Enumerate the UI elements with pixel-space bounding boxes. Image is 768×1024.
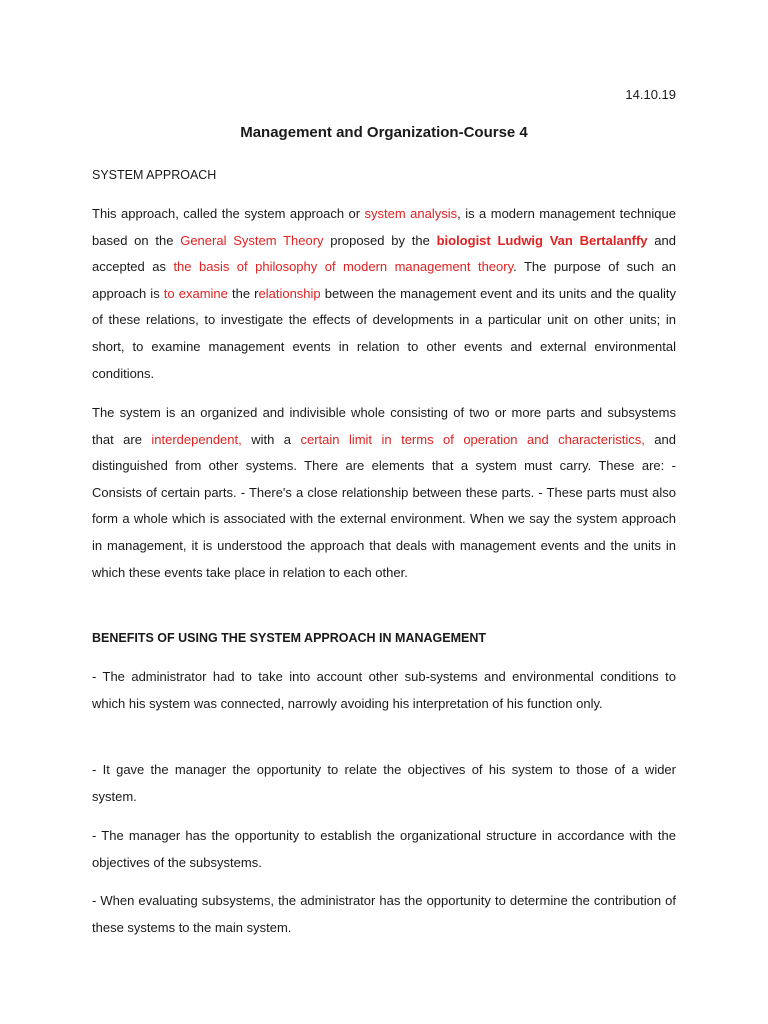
paragraph-system-approach-intro <box>92 201 676 387</box>
highlight-basis-of-philosophy: the basis of philosophy of modern management theory <box>173 259 514 275</box>
text-span: and accepted as <box>92 232 676 275</box>
text-span: This approach, called the system approach or <box>92 206 365 221</box>
text-span: The system is an organized and indivisible whole consisting of two or more parts and subsystems that are <box>92 405 676 447</box>
benefit-item: - When evaluating subsystems, the administrator has the opportunity to determine the contribution of these systems to the main system. <box>92 893 676 935</box>
text-span: , is a modern management technique based on the <box>92 206 676 248</box>
text-span: between the management event and its units and the quality of these relations, to investigate the effects of developments in a particular unit on other units; in short, to examine management events in relation to other events and external environmental conditions. <box>92 285 677 381</box>
text-span: . The purpose of such an approach is <box>92 259 676 301</box>
benefit-item: - The administrator had to take into account other sub-systems and environmental conditions to which his system was connected, narrowly avoiding his interpretation of his function only. <box>92 669 676 711</box>
text-span: the r <box>227 285 259 301</box>
highlight-relationship: elationship <box>258 285 321 301</box>
highlight-general-system-theory: General System Theory <box>180 232 324 248</box>
document-date: 14.10.19 <box>625 87 676 102</box>
benefit-item: - The manager has the opportunity to establish the organizational structure in accordance with the objectives of the subsystems. <box>92 828 676 870</box>
highlight-bertalanffy: biologist Ludwig Van Bertalanffy <box>436 232 648 248</box>
section-heading-system-approach: SYSTEM APPROACH <box>92 168 217 182</box>
heading-text: BENEFITS OF USING THE SYSTEM APPROACH IN MANAGEMENT <box>92 631 487 645</box>
document-title: Management and Organization-Course 4 <box>240 124 528 141</box>
text-span: proposed by the <box>323 232 437 248</box>
text-span: and distinguished from other systems. There are elements that a system must carry. These are: - Consists of certain parts. - There's a close relationship between these parts. - These parts must also form a whole which is associated with the external environment. When we say the system approach in management, it is understood the approach that deals with management events and the units in which these events take place in relation to each other. <box>92 431 676 580</box>
highlight-certain-limit: certain limit in terms of operation and characteristics, <box>300 431 645 447</box>
highlight-interdependent: interdependent, <box>151 431 242 447</box>
section-heading-benefits <box>92 629 486 647</box>
highlight-to-examine: to examine <box>163 285 228 301</box>
benefit-item: - It gave the manager the opportunity to relate the objectives of his system to those of a wider system. <box>92 762 676 804</box>
paragraph-system-definition <box>92 400 676 586</box>
highlight-system-analysis: system analysis <box>364 206 458 221</box>
text-span: with a <box>241 431 301 447</box>
